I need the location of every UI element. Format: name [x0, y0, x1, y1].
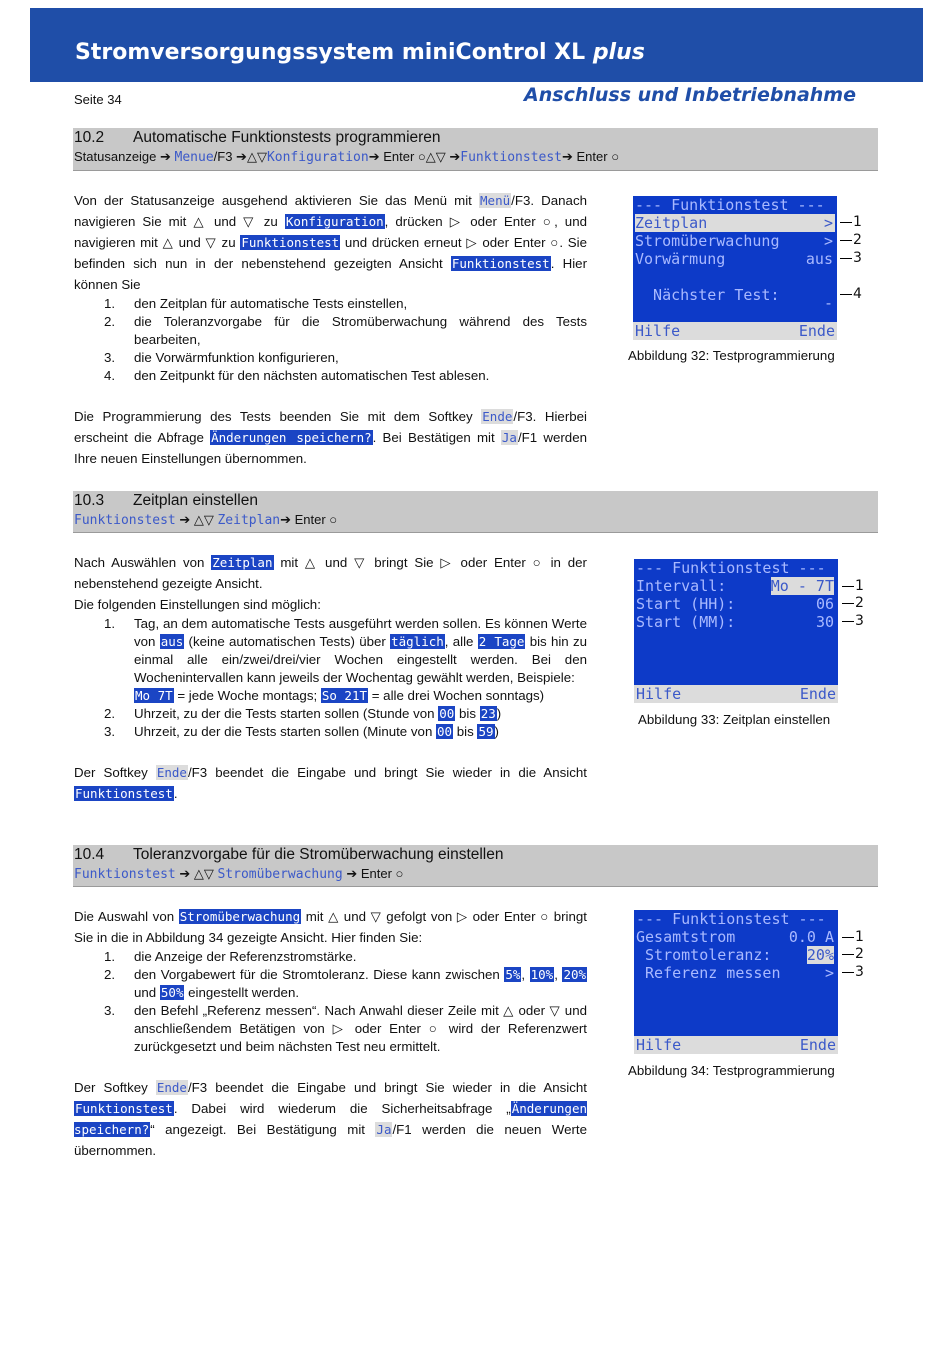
lcd-row-start-mm: Start (MM): 30 [636, 613, 834, 631]
figure-caption: Abbildung 33: Zeitplan einstellen [638, 712, 831, 727]
paragraph: Der Softkey Ende/F3 beendet die Eingabe und bringt Sie wieder in die Ansicht Funktionstest. Dabei wird wiederum die Sicherheitsabfrage „Änderungen speichern?“ angezeigt. Bei Bestätigung mit Ja/F1 werden die neuen Werte übernommen. [74, 1080, 587, 1158]
softkey-ende: Ende [798, 322, 835, 340]
lcd-row-intervall: Intervall: Mo - 7T [636, 577, 834, 595]
lcd-title: --- Funktionstest --- [636, 559, 826, 577]
section-10-3-body [74, 552, 587, 804]
lcd-row-zeitplan: Zeitplan > [635, 214, 833, 232]
section-10-3-heading: 10.3 Zeitplan einstellen Funktionstest ➔ △▽ Zeitplan➔ Enter ○ [73, 491, 878, 533]
list-item: 2. die Toleranzvorgabe für die Stromüberwachung während des Tests bearbeiten, [104, 314, 587, 347]
list-item: 2. Uhrzeit, zu der die Tests starten sollen (Stunde von 00 bis 23) [104, 706, 502, 721]
lcd-softkey-bar [633, 322, 837, 340]
navigation-path: Statusanzeige ➔ Menue/F3 ➔△▽Konfiguration➔ Enter ○△▽ ➔Funktionstest➔ Enter ○ [74, 149, 620, 165]
paragraph: Von der Statusanzeige ausgehend aktivieren Sie das Menü mit Menü/F3. Danach navigieren Sie mit △ und ▽ zu Konfiguration, drücken ▷ oder Enter ○, und navigieren mit △ und ▽ zu Funktionstest und drücken erneut ▷ oder Enter ○. Sie befinden sich nun in der nebenstehend gezeigten Ansicht Funktionstest. Hier können Sie [74, 193, 588, 292]
list-item: 3. Uhrzeit, zu der die Tests starten sollen (Minute von 00 bis 59) [104, 724, 499, 739]
callout-1: 1 [842, 578, 864, 594]
navigation-path: Funktionstest ➔ △▽ Zeitplan➔ Enter ○ [74, 512, 338, 528]
softkey-hilfe: Hilfe [636, 1036, 682, 1054]
lcd-title: --- Funktionstest --- [636, 910, 826, 928]
feature-list [74, 295, 587, 385]
navigation-path: Funktionstest ➔ △▽ Stromüberwachung ➔ Enter ○ [74, 866, 404, 882]
section-10-4-heading: 10.4 Toleranzvorgabe für die Stromüberwachung einstellen Funktionstest ➔ △▽ Stromüberwachung ➔ Enter ○ [73, 845, 878, 887]
section-10-2-body [74, 190, 587, 469]
section-10-2-heading: 10.2 Automatische Funktionstests programmieren Statusanzeige ➔ Menue/F3 ➔△▽Konfiguration➔ Enter ○△▽ ➔Funktionstest➔ Enter ○ [73, 128, 878, 171]
lcd-row-referenz-messen: Referenz messen > [636, 964, 834, 982]
paragraph: Die Programmierung des Tests beenden Sie mit dem Softkey Ende/F3. Hierbei erscheint die Abfrage Änderungen speichern?. Bei Bestätigen mit Ja/F1 werden Ihre neuen Einstellungen übernommen. [74, 409, 587, 466]
page-number: Seite 34 [74, 92, 122, 107]
lcd-row-stromueberwachung: Stromüberwachung > [635, 232, 833, 250]
list-item: 1. die Anzeige der Referenzstromstärke. [104, 949, 357, 964]
chapter-title: Anschluss und Inbetriebnahme [524, 84, 856, 106]
lcd-screen-funktionstest [633, 196, 837, 340]
callout-2: 2 [842, 946, 864, 962]
lcd-row-stromtoleranz: Stromtoleranz: 20% [636, 946, 834, 964]
lcd-row-naechster-test: Nächster Test: - [635, 286, 833, 312]
paragraph: Die Auswahl von Stromüberwachung mit △ und ▽ gefolgt von ▷ oder Enter ○ bringt Sie in die in Abbildung 34 gezeigte Ansicht. Hier finden Sie: [74, 909, 587, 945]
softkey-hilfe: Hilfe [636, 685, 682, 703]
lcd-row-start-hh: Start (HH): 06 [636, 595, 834, 613]
display-list [74, 948, 587, 1056]
callout-1: 1 [840, 214, 862, 230]
document-title: Stromversorgungssystem miniControl XL plus [75, 40, 645, 65]
callout-2: 2 [842, 595, 864, 611]
softkey-ende: Ende [799, 1036, 836, 1054]
list-item: 3. die Vorwärmfunktion konfigurieren, [104, 350, 339, 365]
callout-4: 4 [840, 286, 862, 302]
lcd-screen-stromueberwachung [634, 910, 838, 1054]
figure-caption: Abbildung 32: Testprogrammierung [628, 348, 835, 363]
lcd-row-gesamtstrom: Gesamtstrom 0.0 A [636, 928, 834, 946]
callout-1: 1 [842, 929, 864, 945]
lcd-title: --- Funktionstest --- [635, 196, 825, 214]
list-item: 4. den Zeitpunkt für den nächsten automatischen Test ablesen. [104, 368, 490, 383]
settings-list [74, 615, 587, 741]
list-item: 1. den Zeitplan für automatische Tests einstellen, [104, 296, 408, 311]
callout-2: 2 [840, 232, 862, 248]
figure-caption: Abbildung 34: Testprogrammierung [628, 1063, 835, 1078]
lcd-softkey-bar [634, 1036, 838, 1054]
softkey-ende: Ende [799, 685, 836, 703]
list-item: 2. den Vorgabewert für die Stromtoleranz. Diese kann zwischen 5%, 10%, 20% und 50% eingestellt werden. [104, 967, 587, 1000]
paragraph: Der Softkey Ende/F3 beendet die Eingabe und bringt Sie wieder in die Ansicht Funktionstest. [74, 765, 587, 801]
callout-3: 3 [840, 250, 862, 266]
lcd-softkey-bar [634, 685, 838, 703]
list-item: 1. Tag, an dem automatische Tests ausgeführt werden sollen. Es können Werte von aus (keine automatischen Tests) über täglich, alle 2 Tage bis hin zu einmal alle ein/zwei/drei/vier Wochen eingestellt werden. Bei den Wochenintervallen kann jeweils der Wochentag gewählt werden, Beispiele: Mo 7T = jede Woche montags; So 21T = alle drei Wochen sonntags) [104, 616, 587, 703]
callout-3: 3 [842, 964, 864, 980]
paragraph: Die folgenden Einstellungen sind möglich: [74, 597, 321, 612]
lcd-screen-zeitplan [634, 559, 838, 703]
header-banner [30, 8, 923, 82]
list-item: 3. den Befehl „Referenz messen“. Nach Anwahl dieser Zeile mit △ oder ▽ und anschließendem Betätigen von ▷ oder Enter ○ wird der Referenzwert zurückgesetzt und beim nächsten Test neu ermittelt. [104, 1003, 587, 1054]
callout-3: 3 [842, 613, 864, 629]
lcd-row-vorwaermung: Vorwärmung aus [635, 250, 833, 268]
section-10-4-body [74, 906, 587, 1161]
softkey-hilfe: Hilfe [635, 322, 681, 340]
paragraph: Nach Auswählen von Zeitplan mit △ und ▽ bringt Sie ▷ oder Enter ○ in der nebenstehend gezeigte Ansicht. [74, 555, 587, 591]
